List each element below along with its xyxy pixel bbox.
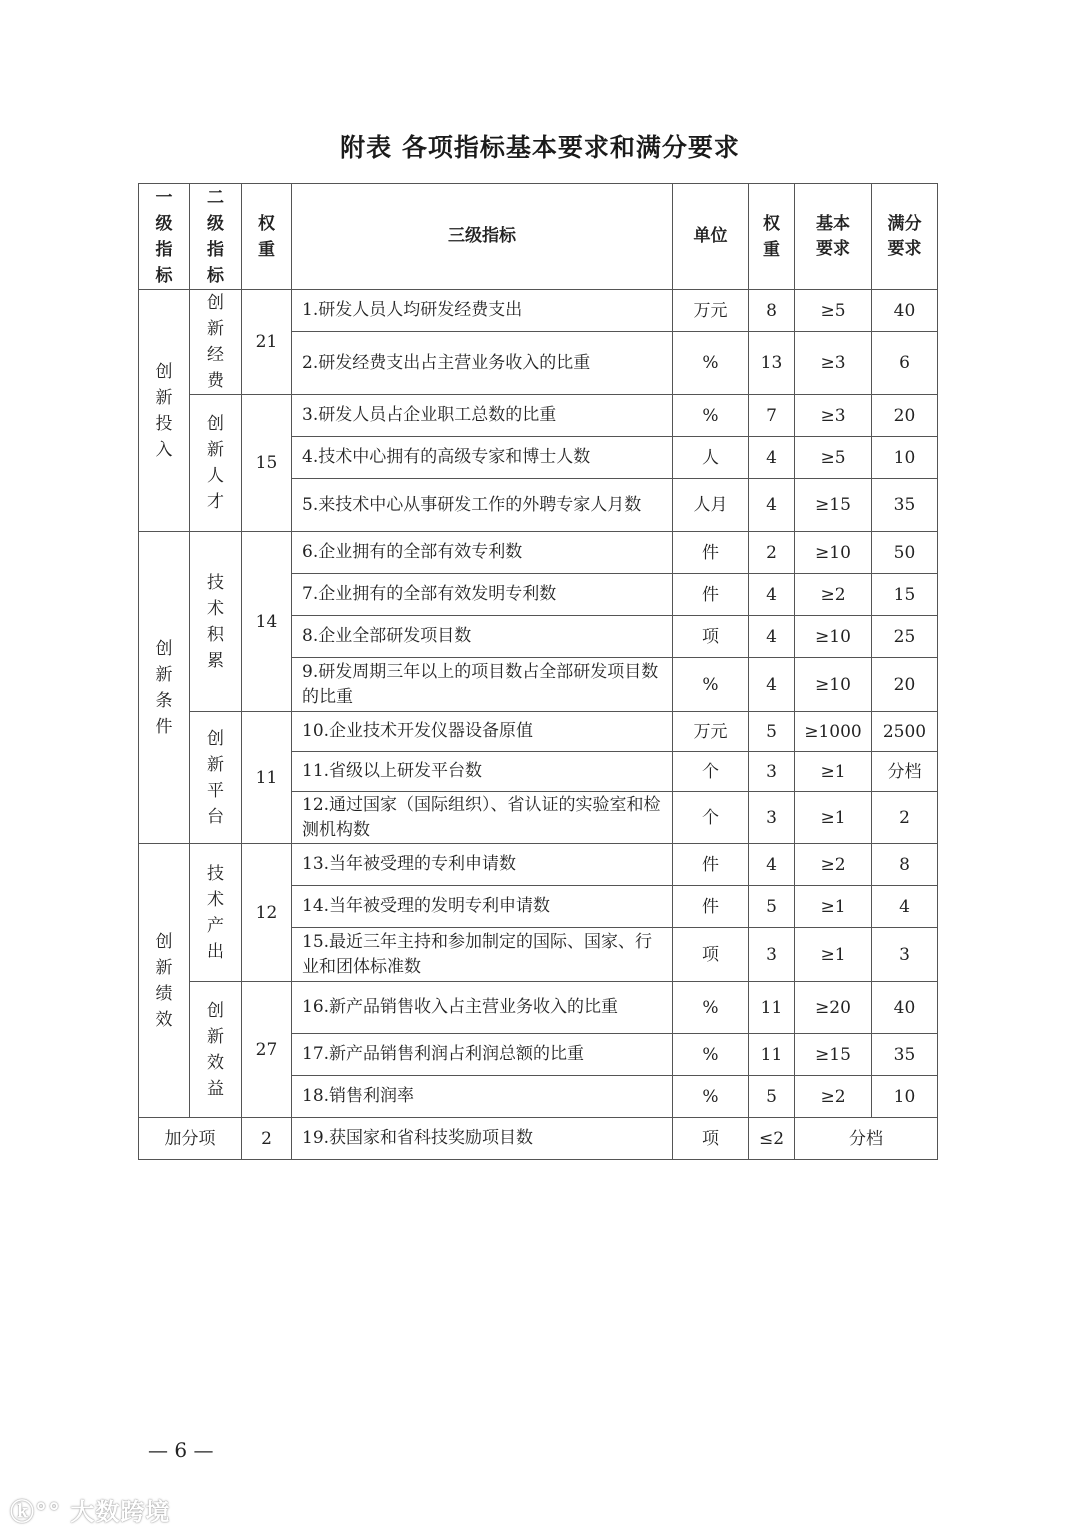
full-requirement: 20: [872, 395, 938, 437]
unit: %: [673, 1076, 749, 1118]
unit: 人: [673, 437, 749, 479]
level2-weight: 14: [242, 532, 292, 712]
full-requirement: 40: [872, 290, 938, 332]
bonus-row: [139, 1118, 938, 1160]
level3-indicator: 17.新产品销售利润占利润总额的比重: [292, 1034, 673, 1076]
basic-requirement: ≥1: [795, 752, 872, 792]
weight: 11: [749, 982, 795, 1034]
basic-requirement: ≥5: [795, 437, 872, 479]
header-weight3: [749, 184, 795, 290]
weight: 3: [749, 752, 795, 792]
level2-weight: 12: [242, 844, 292, 982]
level3-indicator: 12.通过国家（国际组织）、省认证的实验室和检测机构数: [292, 792, 673, 844]
weight: 4: [749, 437, 795, 479]
bonus-label: 加分项: [139, 1118, 242, 1160]
unit: 件: [673, 532, 749, 574]
weight: 2: [749, 532, 795, 574]
header-level1-text: 一级指标: [155, 187, 173, 286]
bonus-indicator: 19.获国家和省科技奖励项目数: [292, 1118, 673, 1160]
table-row: [139, 532, 938, 574]
weight: 4: [749, 658, 795, 712]
level3-indicator: 13.当年被受理的专利申请数: [292, 844, 673, 886]
unit: 个: [673, 752, 749, 792]
basic-requirement: ≥3: [795, 395, 872, 437]
weight: 4: [749, 479, 795, 532]
header-level3: 三级指标: [292, 184, 673, 290]
weight: 8: [749, 290, 795, 332]
unit: 万元: [673, 290, 749, 332]
weight: 7: [749, 395, 795, 437]
table-row: [139, 982, 938, 1034]
unit: 人月: [673, 479, 749, 532]
level2-weight: 11: [242, 712, 292, 844]
unit: 项: [673, 616, 749, 658]
level3-indicator: 10.企业技术开发仪器设备原值: [292, 712, 673, 752]
level3-indicator: 15.最近三年主持和参加制定的国际、国家、行业和团体标准数: [292, 928, 673, 982]
basic-requirement: ≥3: [795, 332, 872, 395]
indicator-table: [138, 183, 938, 1160]
header-level1: [139, 184, 190, 290]
basic-requirement: ≥2: [795, 844, 872, 886]
level3-indicator: 2.研发经费支出占主营业务收入的比重: [292, 332, 673, 395]
table-row: [139, 290, 938, 332]
level3-indicator: 6.企业拥有的全部有效专利数: [292, 532, 673, 574]
level1-indicator: [139, 290, 190, 532]
full-requirement: 2: [872, 792, 938, 844]
unit: 件: [673, 844, 749, 886]
weight: 4: [749, 844, 795, 886]
full-requirement: 2500: [872, 712, 938, 752]
level2-indicator-text: 技术积累: [207, 572, 224, 671]
header-weight3-text: 权重: [763, 213, 780, 260]
level3-indicator: 14.当年被受理的发明专利申请数: [292, 886, 673, 928]
level2-indicator: [190, 532, 242, 712]
level3-indicator: 1.研发人员人均研发经费支出: [292, 290, 673, 332]
header-level2: [190, 184, 242, 290]
level3-indicator: 3.研发人员占企业职工总数的比重: [292, 395, 673, 437]
bonus-requirement: 分档: [795, 1118, 938, 1160]
level3-indicator: 7.企业拥有的全部有效发明专利数: [292, 574, 673, 616]
full-requirement: 15: [872, 574, 938, 616]
bonus-weight: 2: [242, 1118, 292, 1160]
unit: %: [673, 1034, 749, 1076]
full-requirement: 10: [872, 437, 938, 479]
weight: 13: [749, 332, 795, 395]
level1-indicator-text: 创新投入: [155, 361, 173, 460]
level2-weight: 27: [242, 982, 292, 1118]
level3-indicator: 16.新产品销售收入占主营业务收入的比重: [292, 982, 673, 1034]
basic-requirement: ≥10: [795, 532, 872, 574]
unit: %: [673, 332, 749, 395]
header-basic-text: 基本要求: [815, 213, 850, 259]
level3-indicator: 9.研发周期三年以上的项目数占全部研发项目数的比重: [292, 658, 673, 712]
full-requirement: 40: [872, 982, 938, 1034]
unit: 项: [673, 928, 749, 982]
level2-indicator: [190, 712, 242, 844]
table-row: [139, 395, 938, 437]
level1-indicator-text: 创新绩效: [155, 931, 173, 1030]
unit: 件: [673, 886, 749, 928]
level2-indicator-text: 创新经费: [207, 293, 224, 391]
full-requirement: 分档: [872, 752, 938, 792]
level2-indicator: [190, 844, 242, 982]
full-requirement: 10: [872, 1076, 938, 1118]
level3-indicator: 5.来技术中心从事研发工作的外聘专家人月数: [292, 479, 673, 532]
level2-indicator-text: 创新人才: [207, 414, 224, 512]
table-row: [139, 712, 938, 752]
level2-indicator: [190, 290, 242, 395]
basic-requirement: ≥2: [795, 574, 872, 616]
level1-indicator: [139, 844, 190, 1118]
unit: %: [673, 395, 749, 437]
full-requirement: 25: [872, 616, 938, 658]
basic-requirement: ≥10: [795, 658, 872, 712]
basic-requirement: ≥15: [795, 479, 872, 532]
full-requirement: 35: [872, 479, 938, 532]
watermark-logo-icon: ⓚ°°: [10, 1498, 71, 1526]
weight: 4: [749, 616, 795, 658]
full-requirement: 35: [872, 1034, 938, 1076]
unit: %: [673, 658, 749, 712]
basic-requirement: ≥5: [795, 290, 872, 332]
basic-requirement: ≥2: [795, 1076, 872, 1118]
full-requirement: 6: [872, 332, 938, 395]
level1-indicator-text: 创新条件: [155, 638, 173, 737]
basic-requirement: ≥1: [795, 928, 872, 982]
header-weight2: [242, 184, 292, 290]
header-row: [139, 184, 938, 290]
unit: %: [673, 982, 749, 1034]
header-full: [872, 184, 938, 290]
unit: 个: [673, 792, 749, 844]
level2-weight: 21: [242, 290, 292, 395]
weight: 11: [749, 1034, 795, 1076]
basic-requirement: ≥1000: [795, 712, 872, 752]
level3-indicator: 18.销售利润率: [292, 1076, 673, 1118]
level3-indicator: 11.省级以上研发平台数: [292, 752, 673, 792]
level2-indicator: [190, 982, 242, 1118]
level3-indicator: 4.技术中心拥有的高级专家和博士人数: [292, 437, 673, 479]
unit: 件: [673, 574, 749, 616]
document-title: 附表 各项指标基本要求和满分要求: [340, 133, 740, 162]
basic-requirement: ≥20: [795, 982, 872, 1034]
weight: 4: [749, 574, 795, 616]
full-requirement: 3: [872, 928, 938, 982]
basic-requirement: ≥1: [795, 886, 872, 928]
weight: 3: [749, 928, 795, 982]
header-unit: 单位: [673, 184, 749, 290]
header-weight2-text: 权重: [258, 213, 275, 260]
level2-indicator-text: 创新平台: [207, 728, 224, 827]
level2-indicator-text: 创新效益: [207, 1000, 224, 1099]
full-requirement: 20: [872, 658, 938, 712]
full-requirement: 8: [872, 844, 938, 886]
table-row: [139, 844, 938, 886]
level2-indicator: [190, 395, 242, 532]
basic-requirement: ≥10: [795, 616, 872, 658]
level3-indicator: 8.企业全部研发项目数: [292, 616, 673, 658]
level2-weight: 15: [242, 395, 292, 532]
basic-requirement: ≥1: [795, 792, 872, 844]
watermark: [10, 1492, 170, 1527]
page-number: — 6 —: [148, 1438, 214, 1462]
weight: 5: [749, 712, 795, 752]
unit: 万元: [673, 712, 749, 752]
level2-indicator-text: 技术产出: [207, 863, 224, 962]
weight: 5: [749, 886, 795, 928]
full-requirement: 4: [872, 886, 938, 928]
full-requirement: 50: [872, 532, 938, 574]
watermark-text: 大数跨境: [70, 1498, 171, 1526]
bonus-unit: 项: [673, 1118, 749, 1160]
basic-requirement: ≥15: [795, 1034, 872, 1076]
weight: 3: [749, 792, 795, 844]
header-basic: [795, 184, 872, 290]
weight: 5: [749, 1076, 795, 1118]
bonus-weight3: ≤2: [749, 1118, 795, 1160]
level1-indicator: [139, 532, 190, 844]
header-level2-text: 二级指标: [207, 187, 224, 286]
header-full-text: 满分要求: [887, 213, 922, 259]
